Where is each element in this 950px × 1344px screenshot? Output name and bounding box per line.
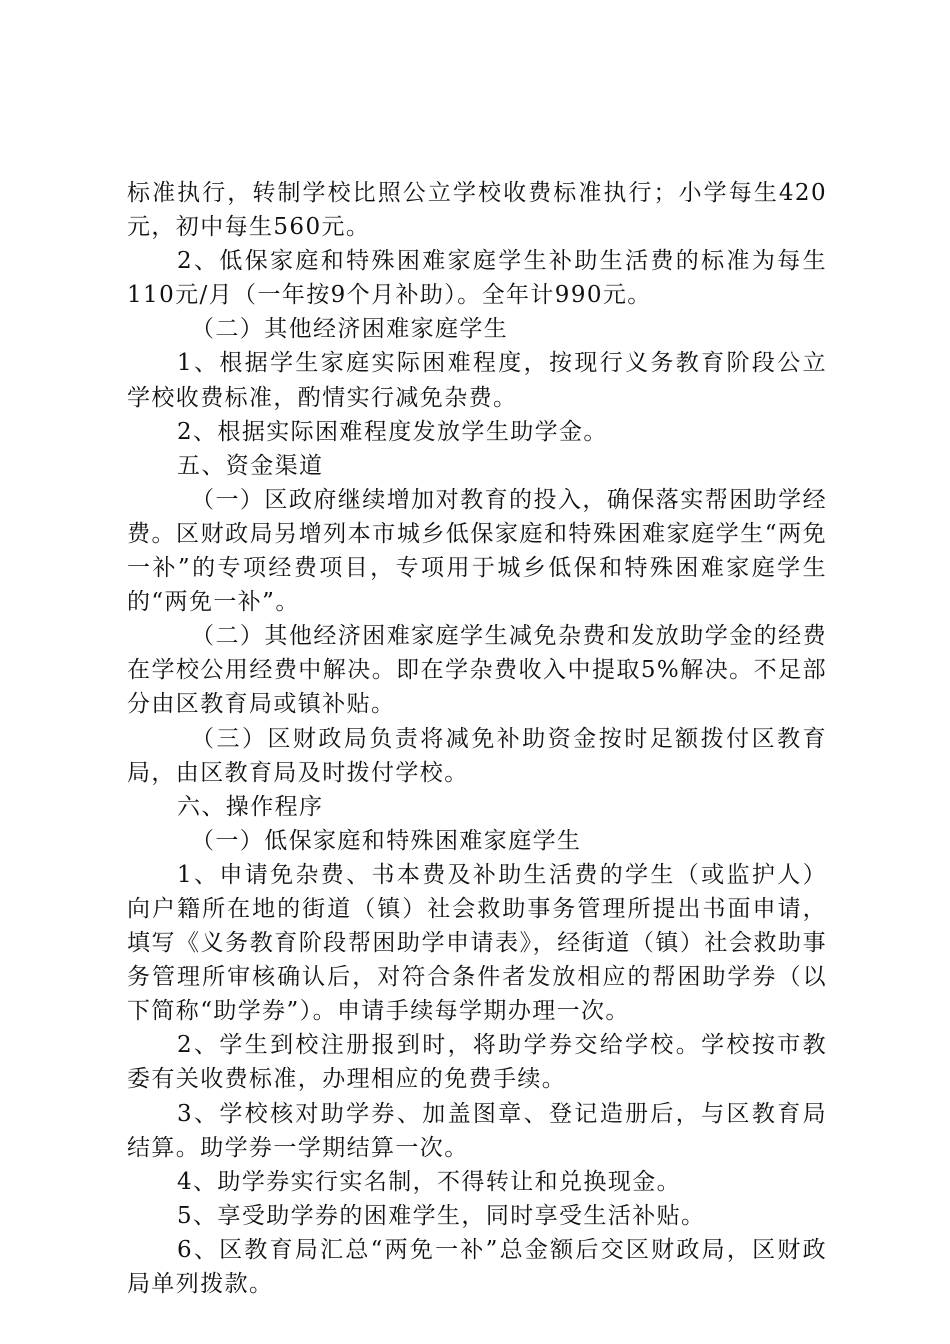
section-heading: （一）低保家庭和特殊困难家庭学生 bbox=[191, 827, 582, 854]
paragraph: 3、学校核对助学券、加盖图章、登记造册后，与区教育局结算。助学券一学期结算一次。 bbox=[127, 1100, 827, 1161]
paragraph: 2、学生到校注册报到时，将助学券交给学校。学校按市教委有关收费标准，办理相应的免费手续。 bbox=[127, 1032, 827, 1093]
paragraph: 5、享受助学券的困难学生，同时享受生活补贴。 bbox=[177, 1202, 706, 1229]
paragraph: （二）其他经济困难家庭学生减免杂费和发放助学金的经费在学校公用经费中解决。即在学杂费收入中提取5%解决。不足部分由区教育局或镇补贴。 bbox=[127, 623, 827, 718]
paragraph: 1、根据学生家庭实际困难程度，按现行义务教育阶段公立学校收费标准，酌情实行减免杂费。 bbox=[127, 350, 827, 411]
document-body bbox=[127, 176, 827, 1301]
paragraph: 6、区教育局汇总“两免一补”总金额后交区财政局，区财政局单列拨款。 bbox=[127, 1236, 827, 1297]
paragraph: 2、根据实际困难程度发放学生助学金。 bbox=[177, 418, 608, 445]
paragraph: 标准执行，转制学校比照公立学校收费标准执行；小学每生420元，初中每生560元。 bbox=[127, 180, 827, 241]
paragraph: 1、申请免杂费、书本费及补助生活费的学生（或监护人）向户籍所在地的街道（镇）社会救助事务管理所提出书面申请，填写《义务教育阶段帮困助学申请表》，经街道（镇）社会救助事务管理所审核确认后，对符合条件者发放相应的帮困助学券（以下简称“助学券”）。申请手续每学期办理一次。 bbox=[127, 861, 827, 1025]
section-heading: （二）其他经济困难家庭学生 bbox=[191, 316, 509, 343]
section-heading: 五、资金渠道 bbox=[177, 452, 324, 479]
paragraph: 2、低保家庭和特殊困难家庭学生补助生活费的标准为每生110元/月（一年按9个月补助）。全年计990元。 bbox=[127, 248, 827, 309]
section-heading: 六、操作程序 bbox=[177, 793, 324, 820]
paragraph: （三）区财政局负责将减免补助资金按时足额拨付区教育局，由区教育局及时拨付学校。 bbox=[127, 725, 827, 786]
paragraph: 4、助学券实行实名制，不得转让和兑换现金。 bbox=[177, 1168, 682, 1195]
paragraph: （一）区政府继续增加对教育的投入，确保落实帮困助学经费。区财政局另增列本市城乡低保家庭和特殊困难家庭学生“两免一补”的专项经费项目，专项用于城乡低保和特殊困难家庭学生的“两免一补”。 bbox=[127, 486, 827, 616]
